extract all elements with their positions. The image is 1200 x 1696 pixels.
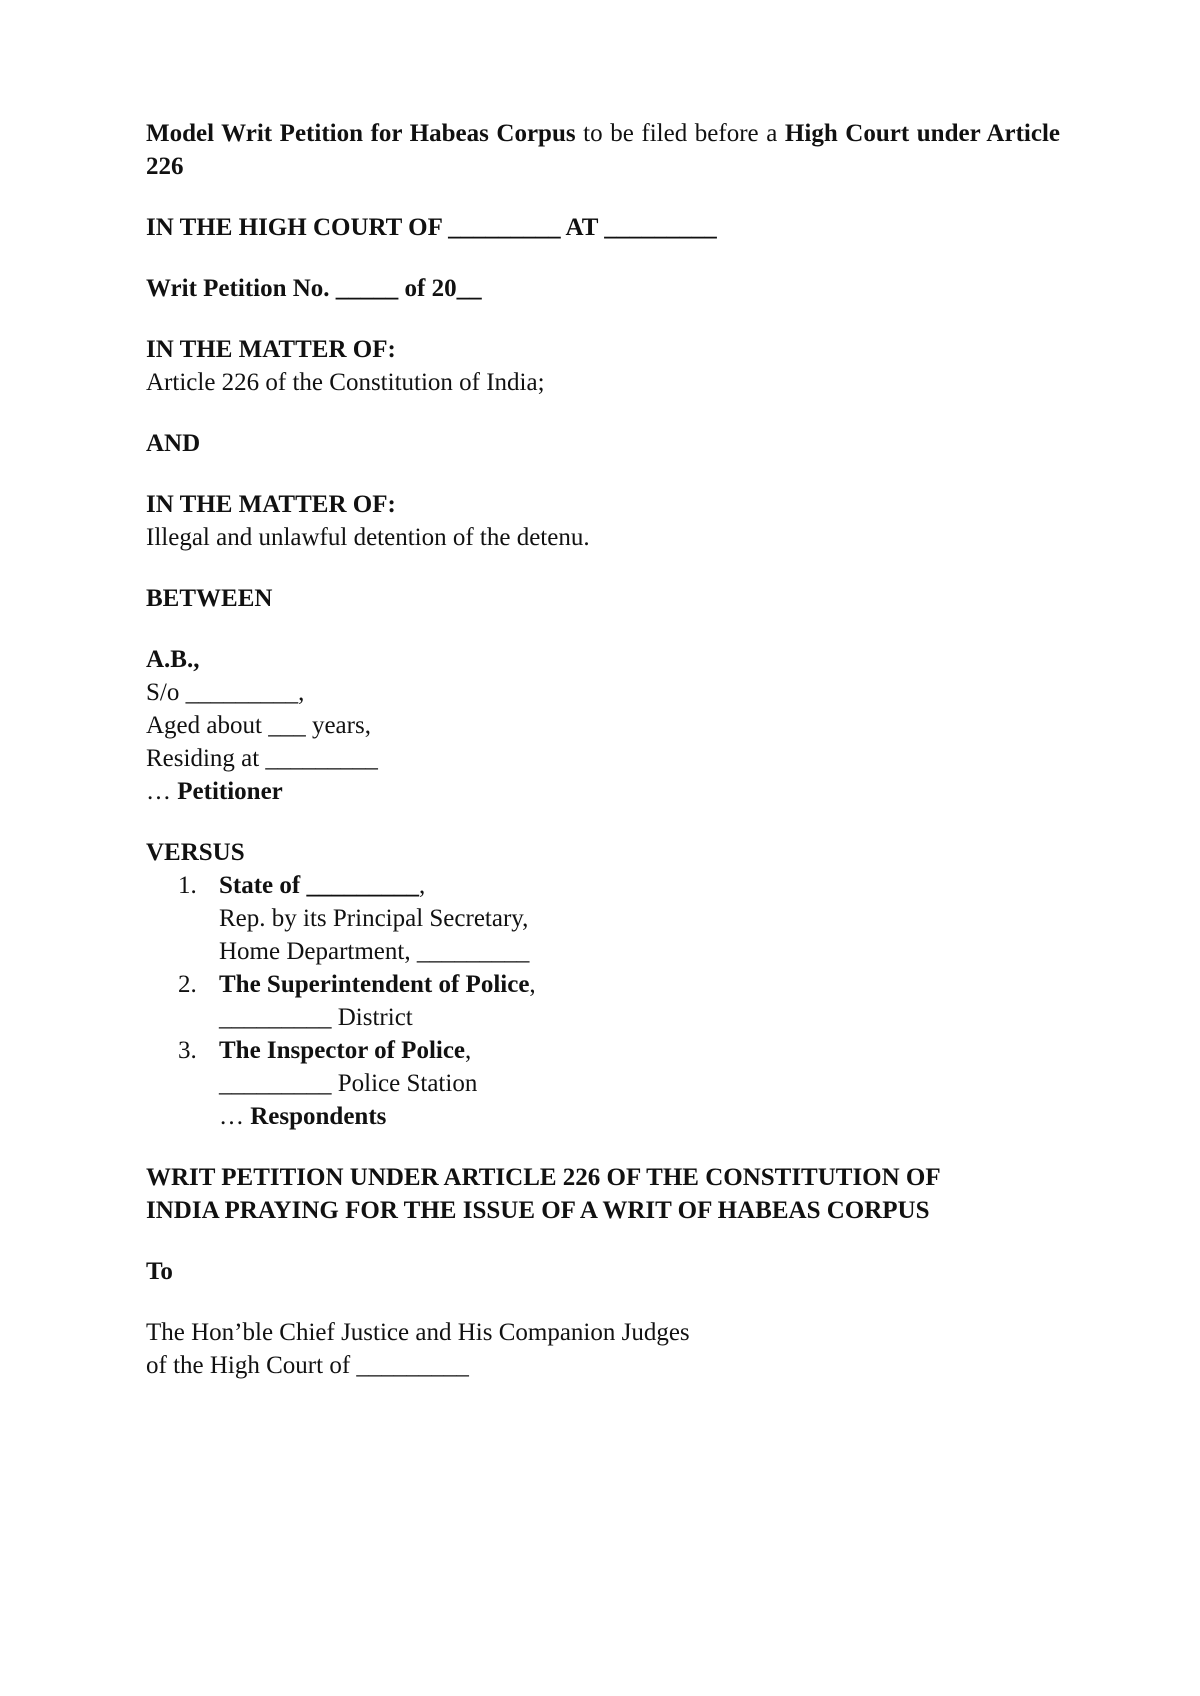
respondent-name-suffix: , [418, 872, 426, 899]
petitioner-residence: Residing at _________ [146, 745, 378, 772]
petitioner-label-prefix: … [146, 778, 178, 805]
respondent-item [146, 1034, 1060, 1100]
petitioner-label [146, 775, 1060, 808]
addressee-line: The Hon’ble Chief Justice and His Companion Judges [146, 1319, 690, 1346]
court-heading: IN THE HIGH COURT OF _________ AT _________ [146, 214, 717, 241]
petition-number: Writ Petition No. _____ of 20__ [146, 275, 482, 302]
petitioner-block [146, 643, 1060, 808]
respondent-name: State of _________ [219, 872, 419, 899]
document-title [146, 117, 1060, 183]
petitioner-son-of: S/o _________, [146, 679, 305, 706]
matter-text: Article 226 of the Constitution of India; [146, 369, 545, 396]
respondents-list [146, 869, 1060, 1100]
petitioner-age: Aged about ___ years, [146, 712, 371, 739]
respondent-number: 1. [178, 872, 197, 899]
addressee-block [146, 1316, 1060, 1382]
title-connector: to be filed before a [575, 120, 785, 147]
matter-text: Illegal and unlawful detention of the detenu. [146, 524, 590, 551]
writ-title-line: INDIA PRAYING FOR THE ISSUE OF A WRIT OF HABEAS CORPUS [146, 1197, 930, 1224]
respondent-item [146, 869, 1060, 968]
writ-title-line: WRIT PETITION UNDER ARTICLE 226 OF THE CONSTITUTION OF [146, 1164, 941, 1191]
between-heading: BETWEEN [146, 585, 273, 612]
respondent-detail: _________ Police Station [219, 1070, 478, 1097]
to-heading: To [146, 1258, 173, 1285]
respondent-name: The Superintendent of Police [219, 971, 530, 998]
petitioner-label-text: Petitioner [177, 778, 283, 805]
respondent-name: The Inspector of Police [219, 1037, 466, 1064]
writ-petition-title [146, 1161, 1060, 1227]
respondents-label [146, 1100, 1060, 1133]
matter-block-2 [146, 488, 1060, 554]
respondent-number: 3. [178, 1037, 197, 1064]
respondent-name-suffix: , [529, 971, 536, 998]
and-separator: AND [146, 430, 201, 457]
matter-heading: IN THE MATTER OF: [146, 491, 396, 518]
respondent-detail: _________ District [219, 1004, 413, 1031]
matter-heading: IN THE MATTER OF: [146, 336, 396, 363]
respondent-item [146, 968, 1060, 1034]
respondent-number: 2. [178, 971, 197, 998]
addressee-line: of the High Court of _________ [146, 1352, 469, 1379]
title-bold-lead: Model Writ Petition for Habeas Corpus [146, 120, 576, 147]
respondents-label-text: Respondents [250, 1103, 387, 1130]
respondent-detail: Home Department, _________ [219, 938, 530, 965]
matter-block-1 [146, 333, 1060, 399]
title-bold-tail: High Court under Article 226 [146, 120, 1060, 180]
petitioner-name: A.B., [146, 646, 200, 673]
respondents-label-prefix: … [219, 1103, 251, 1130]
respondent-detail: Rep. by its Principal Secretary, [219, 905, 529, 932]
respondent-name-suffix: , [465, 1037, 472, 1064]
document-body [146, 117, 1060, 1382]
versus-heading: VERSUS [146, 839, 245, 866]
